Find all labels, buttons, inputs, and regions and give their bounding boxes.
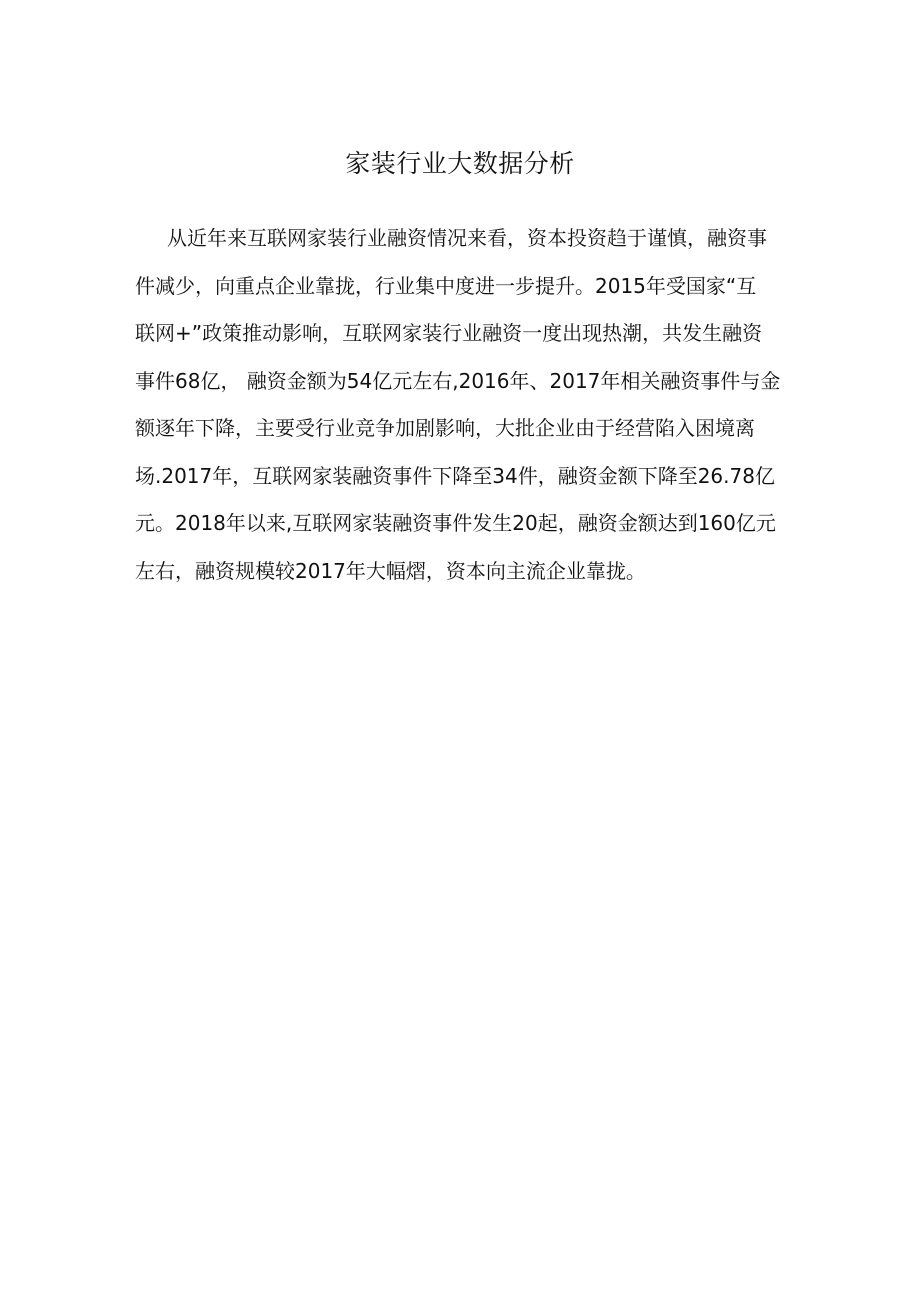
document-paragraph: [135, 215, 785, 595]
paragraph-line: 元。2018年以来,互联网家装融资事件发生20起，融资金额达到160亿元: [135, 511, 776, 535]
paragraph-line: 左右，融资规模较2017年大幅熠，资本向主流企业靠拢。: [135, 558, 646, 583]
paragraph-line: 场.2017年，互联网家装融资事件下降至34件，融资金额下降至26.78亿: [135, 463, 775, 488]
paragraph-line: 件减少，向重点企业靠拢，行业集中度进一步提升。2015年受国家“互: [135, 273, 757, 298]
paragraph-line: 事件68亿， 融资金额为54亿元左右,2016年、2017年相关融资事件与金: [135, 368, 781, 393]
paragraph-line: 从近年来互联网家装行业融资情况来看，资本投资趋于谨慎，融资事: [167, 226, 767, 250]
paragraph-line: 额逐年下降，主要受行业竞争加剧影响，大批企业由于经营陷入困境离: [135, 416, 755, 440]
paragraph-line: 联网+”政策推动影响，互联网家装行业融资一度出现热潮，共发生融资: [135, 321, 763, 345]
document-title: 家装行业大数据分析: [345, 149, 575, 178]
